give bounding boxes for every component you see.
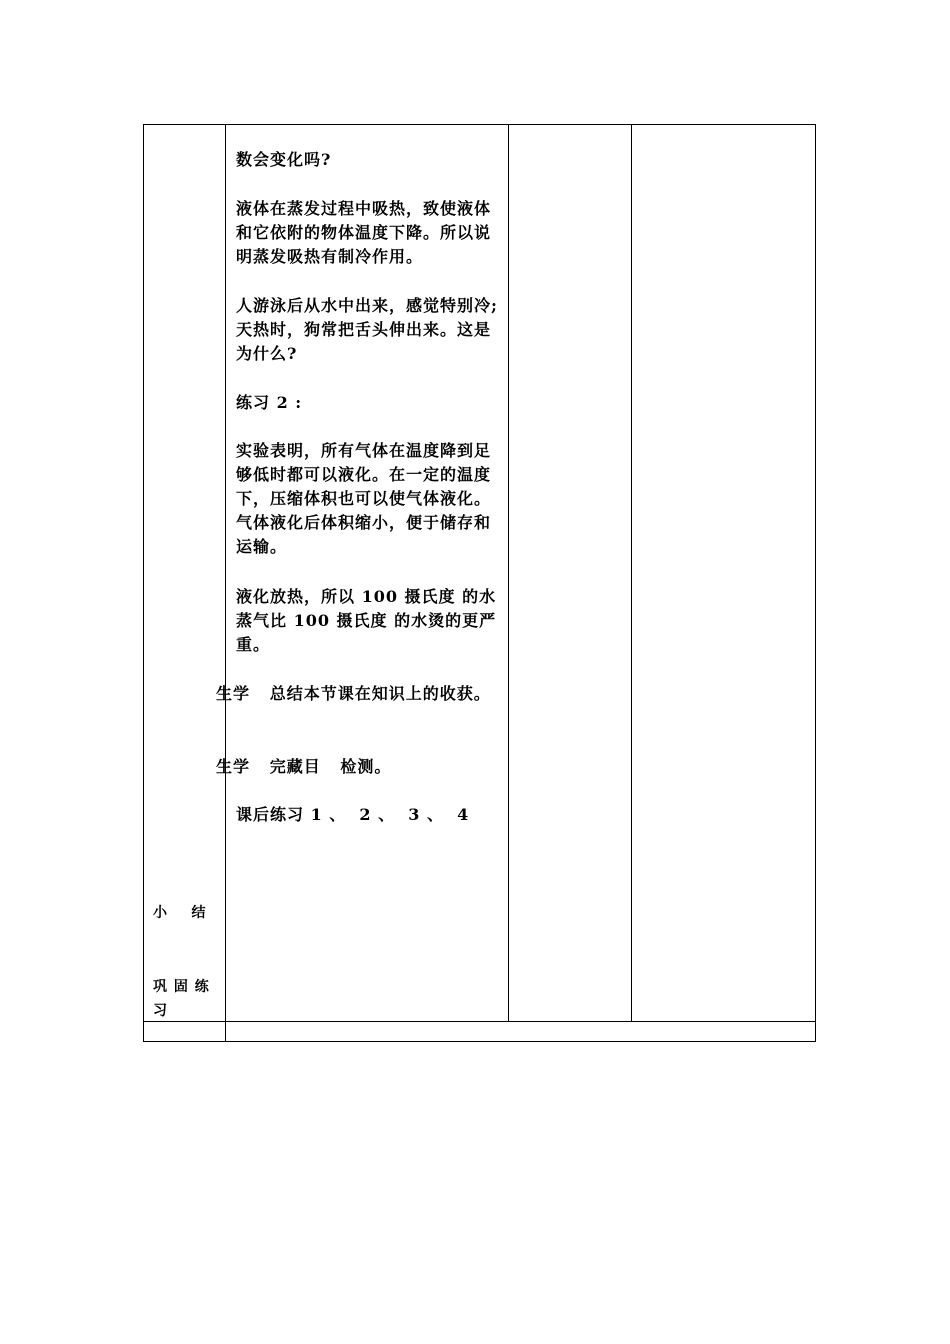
table-col-divider-1 [225,124,226,1042]
paragraph-swimming-question: 人游泳后从水中出来，感觉特别冷; 天热时，狗常把舌头伸出来。这是为什么? [236,296,505,363]
paragraph-liquefaction: 实验表明，所有气体在温度降到足够低时都可以液化。在一定的温度下，压缩体积也可以使气体液化。气体液化后体积缩小，便于储存和运输。 [236,441,492,556]
label-practice-line1: 巩 固 练 [153,979,210,995]
paragraph-summary-task: 生学 总结本节课在知识上的收获。 [216,684,491,703]
table-bottom-border [143,1041,816,1042]
paragraph-question-end: 数会变化吗? [236,150,332,169]
table-row-divider [143,1021,816,1022]
table-col-divider-3 [631,124,632,1022]
table-left-border [143,124,144,1042]
paragraph-evaporation: 液体在蒸发过程中吸热，致使液体和它依附的物体温度下降。所以说明蒸发吸热有制冷作用。 [236,199,492,266]
label-practice-line2: 习 [153,1003,168,1019]
table-col-divider-2 [508,124,509,1022]
table-right-border [815,124,816,1042]
paragraph-heat-release: 液化放热，所以 100 摄氏度 的水蒸气比 100 摄氏度 的水烫的更严重。 [236,587,497,654]
exercise-2-heading: 练习 2 : [236,393,303,412]
label-summary: 小 结 [153,905,207,921]
table-top-border [143,124,816,125]
paragraph-test-task: 生学 完藏目 检测。 [216,757,392,776]
paragraph-homework: 课后练习 1 、 2 、 3 、 4 [236,805,470,824]
